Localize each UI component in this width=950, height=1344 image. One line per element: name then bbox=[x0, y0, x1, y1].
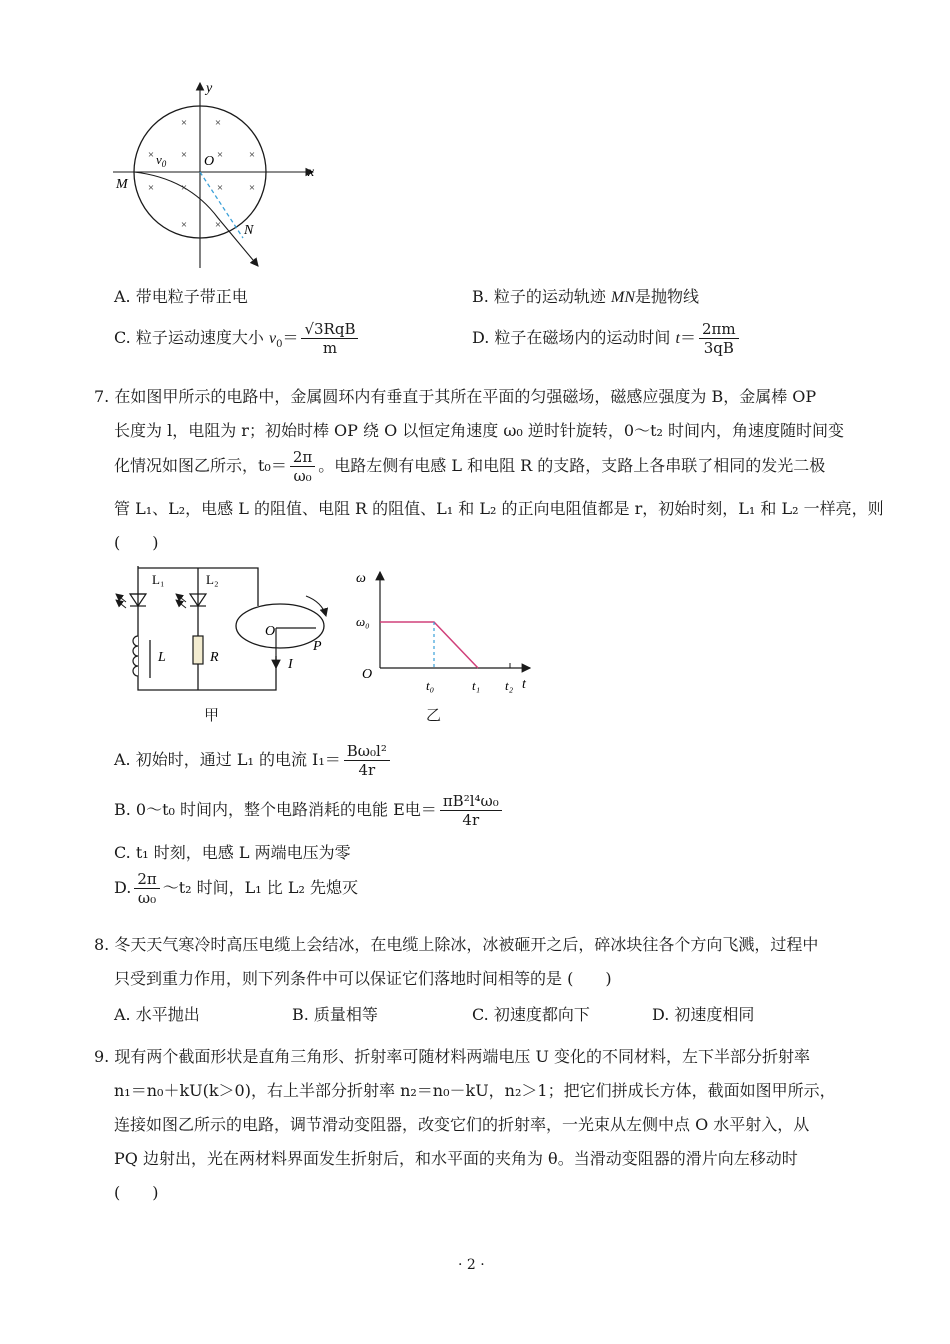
q8-option-c[interactable]: C. 初速度都向下 bbox=[472, 1005, 590, 1024]
svg-text:×: × bbox=[216, 182, 224, 194]
circuit-p-label: P bbox=[313, 639, 322, 654]
circuit-r-label: R bbox=[210, 650, 219, 665]
fig-jia-caption: 甲 bbox=[204, 706, 220, 724]
svg-text:×: × bbox=[216, 149, 224, 161]
q9-stem-line5: ( ) bbox=[114, 1183, 159, 1202]
fig1-y-label: y bbox=[206, 81, 213, 96]
svg-text:×: × bbox=[214, 219, 222, 231]
omega-curve bbox=[380, 622, 478, 668]
q7-stem-line2: 长度为 l，电阻为 r；初始时棒 OP 绕 O 以恒定角速度 ω₀ 逆时针旋转，0～t₂ 时间内，角速度随时间变 bbox=[114, 421, 845, 440]
circuit-l1-label: L₁ bbox=[152, 572, 165, 587]
graph-origin-label: O bbox=[362, 667, 373, 682]
q8-stem-line2: 只受到重力作用，则下列条件中可以保证它们落地时间相等的是 ( ) bbox=[114, 969, 612, 988]
q9-stem-line2: n₁＝n₀＋kU(k＞0)，右上半部分折射率 n₂＝n₀－kU，n₂＞1；把它们拼成长方体，截面如图甲所示， bbox=[114, 1081, 836, 1100]
q9-stem-line4: PQ 边射出，光在两材料界面发生折射后，和水平面的夹角为 θ。当滑动变阻器的滑片向左移动时 bbox=[114, 1149, 798, 1168]
q9-stem-line1: 9. 现有两个截面形状是直角三角形、折射率可随材料两端电压 U 变化的不同材料，左下半部分折射率 bbox=[94, 1047, 811, 1066]
q7-stem-line3: 化情况如图乙所示，t₀＝ $\frac{2\pi}{\text{ω₀}}$ 。电路左侧有电感 L 和电阻 R 的支路，支路上各串联了相同的发光二极 bbox=[114, 448, 826, 485]
svg-text:×: × bbox=[248, 182, 256, 194]
svg-text:×: × bbox=[147, 149, 155, 161]
q7-stem-line5: ( ) bbox=[114, 533, 159, 552]
q8-option-a[interactable]: A. 水平抛出 bbox=[114, 1005, 200, 1024]
graph-t1-label: t₁ bbox=[472, 678, 481, 693]
q6-option-c[interactable]: C. 粒子运动速度大小 $v_0=$ $\frac{\text{√3RqB}}{m}$ bbox=[114, 318, 361, 365]
graph-t2-label: t₂ bbox=[505, 678, 514, 693]
graph-t-label: t bbox=[522, 677, 526, 692]
q9-stem-line3: 连接如图乙所示的电路，调节滑动变阻器，改变它们的折射率，一光束从左侧中点 O 水平射入，从 bbox=[114, 1115, 810, 1134]
svg-text:×: × bbox=[214, 117, 222, 129]
q8-option-b[interactable]: B. 质量相等 bbox=[292, 1005, 378, 1024]
graph-omega0-label: ω₀ bbox=[356, 614, 370, 629]
svg-text:×: × bbox=[180, 149, 188, 161]
q7-option-d[interactable]: D. $\frac{2\pi}{\text{ω₀}}$ ～t₂ 时间，L₁ 比 L₂ 先熄灭 bbox=[114, 870, 359, 907]
graph-t0-label: t₀ bbox=[426, 678, 435, 693]
svg-text:×: × bbox=[147, 182, 155, 194]
svg-text:×: × bbox=[248, 149, 256, 161]
q7-option-a[interactable]: A. 初始时，通过 L₁ 的电流 I₁＝ $\frac{\text{Bω₀l²}}{4r}$ bbox=[114, 740, 393, 780]
q7-option-c[interactable]: C. t₁ 时刻，电感 L 两端电压为零 bbox=[114, 843, 351, 862]
circuit-l-label: L bbox=[158, 650, 166, 665]
circuit-o-label: O bbox=[265, 624, 276, 639]
fig1-n-label: N bbox=[244, 223, 254, 238]
svg-text:×: × bbox=[180, 117, 188, 129]
q7-stem-line4: 管 L₁、L₂，电感 L 的阻值、电阻 R 的阻值、L₁ 和 L₂ 的正向电阻值都是 r，初始时刻，L₁ 和 L₂ 一样亮，则 bbox=[114, 499, 884, 518]
fig1-x-label: x bbox=[308, 165, 315, 180]
svg-text:×: × bbox=[180, 182, 188, 194]
circuit-diagram bbox=[108, 562, 348, 692]
fig1-m-label: M bbox=[116, 177, 128, 192]
graph-omega-label: ω bbox=[356, 571, 366, 586]
omega-time-graph bbox=[350, 566, 540, 696]
circuit-i-label: I bbox=[288, 657, 293, 672]
page-number: · 2 · bbox=[458, 1257, 485, 1273]
q8-stem-line1: 8. 冬天天气寒冷时高压电缆上会结冰，在电缆上除冰，冰被砸开之后，碎冰块往各个方向飞溅，过程中 bbox=[94, 935, 819, 954]
q8-option-d[interactable]: D. 初速度相同 bbox=[652, 1005, 755, 1024]
magnetic-field-figure bbox=[108, 78, 338, 278]
q7-stem-line1: 7. 在如图甲所示的电路中，金属圆环内有垂直于其所在平面的匀强磁场，磁感应强度为 B，金属棒 OP bbox=[94, 387, 817, 406]
q7-option-b[interactable]: B. 0～t₀ 时间内，整个电路消耗的电能 E电＝ $\frac{\text{πB²l⁴ω₀}}{4r}$ bbox=[114, 790, 505, 830]
circuit-l2-label: L₂ bbox=[206, 572, 219, 587]
fig1-origin-label: O bbox=[204, 154, 215, 169]
svg-text:×: × bbox=[180, 219, 188, 231]
q6-option-d[interactable]: D. 粒子在磁场内的运动时间 t＝ $\frac{2\pi m}{3qB}$ bbox=[472, 318, 742, 359]
q6-option-b[interactable]: B. 粒子的运动轨迹 MN是抛物线 bbox=[472, 287, 700, 306]
q6-option-a[interactable]: A. 带电粒子带正电 bbox=[114, 287, 248, 306]
fig-yi-caption: 乙 bbox=[426, 706, 442, 724]
fig1-v0-label: $v_0$ bbox=[156, 152, 167, 169]
